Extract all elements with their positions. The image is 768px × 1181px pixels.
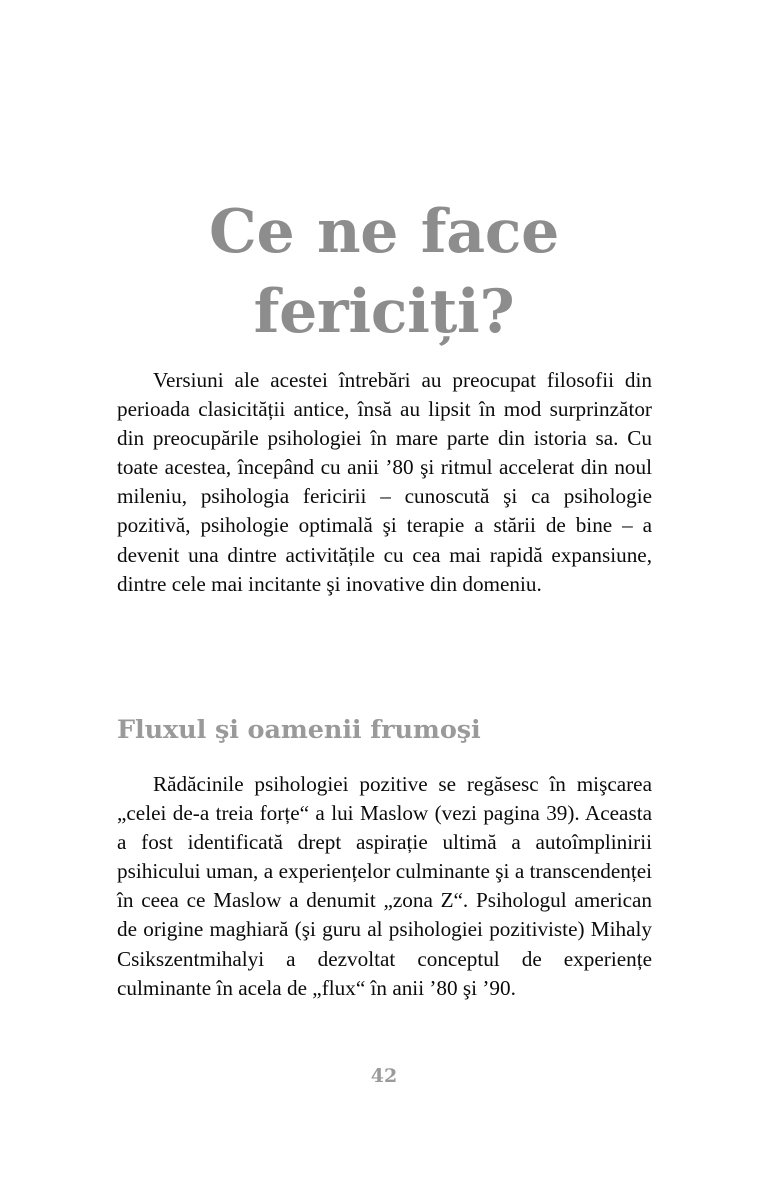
page-number: 42 <box>370 1065 398 1087</box>
paragraph-intro-block <box>117 366 652 599</box>
chapter-title-line-1: Ce ne face <box>209 197 559 268</box>
paragraph-intro: Versiuni ale acestei întrebări au preocupat filosofii din perioada clasicității antice, însă au lipsit în mod surprinzător din preocupările psihologiei în mare parte din istoria sa. Cu toate acestea, începând cu anii ’80 şi ritmul accelerat din noul mileniu, psihologia fericirii – cunoscută şi ca psihologie pozitivă, psihologie optimală şi terapie a stării de bine – a devenit una dintre activitățile cu cea mai rapidă expansiune, dintre cele mai incitante şi inovative din domeniu. <box>117 368 652 596</box>
text-column <box>117 0 652 1181</box>
paragraph-flow: Rădăcinile psihologiei pozitive se regăsesc în mişcarea „celei de-a treia forțe“ a lui Maslow (vezi pagina 39). Aceasta a fost identificată drept aspirație ultimă a autoîmplinirii psihicului uman, a experiențelor culminante şi a transcendenței în ceea ce Maslow a denumit „zona Z“. Psihologul american de origine maghiară (şi guru al psihologiei pozitiviste) Mihaly Csikszentmihalyi a dezvoltat conceptul de experiențe culminante în acela de „flux“ în anii ’80 şi ’90. <box>117 772 652 1000</box>
chapter-title <box>0 192 768 352</box>
chapter-title-line-2: fericiți? <box>253 277 515 348</box>
paragraph-flow-block <box>117 770 652 1003</box>
section-heading-flux: Fluxul şi oamenii frumoşi <box>117 715 481 746</box>
